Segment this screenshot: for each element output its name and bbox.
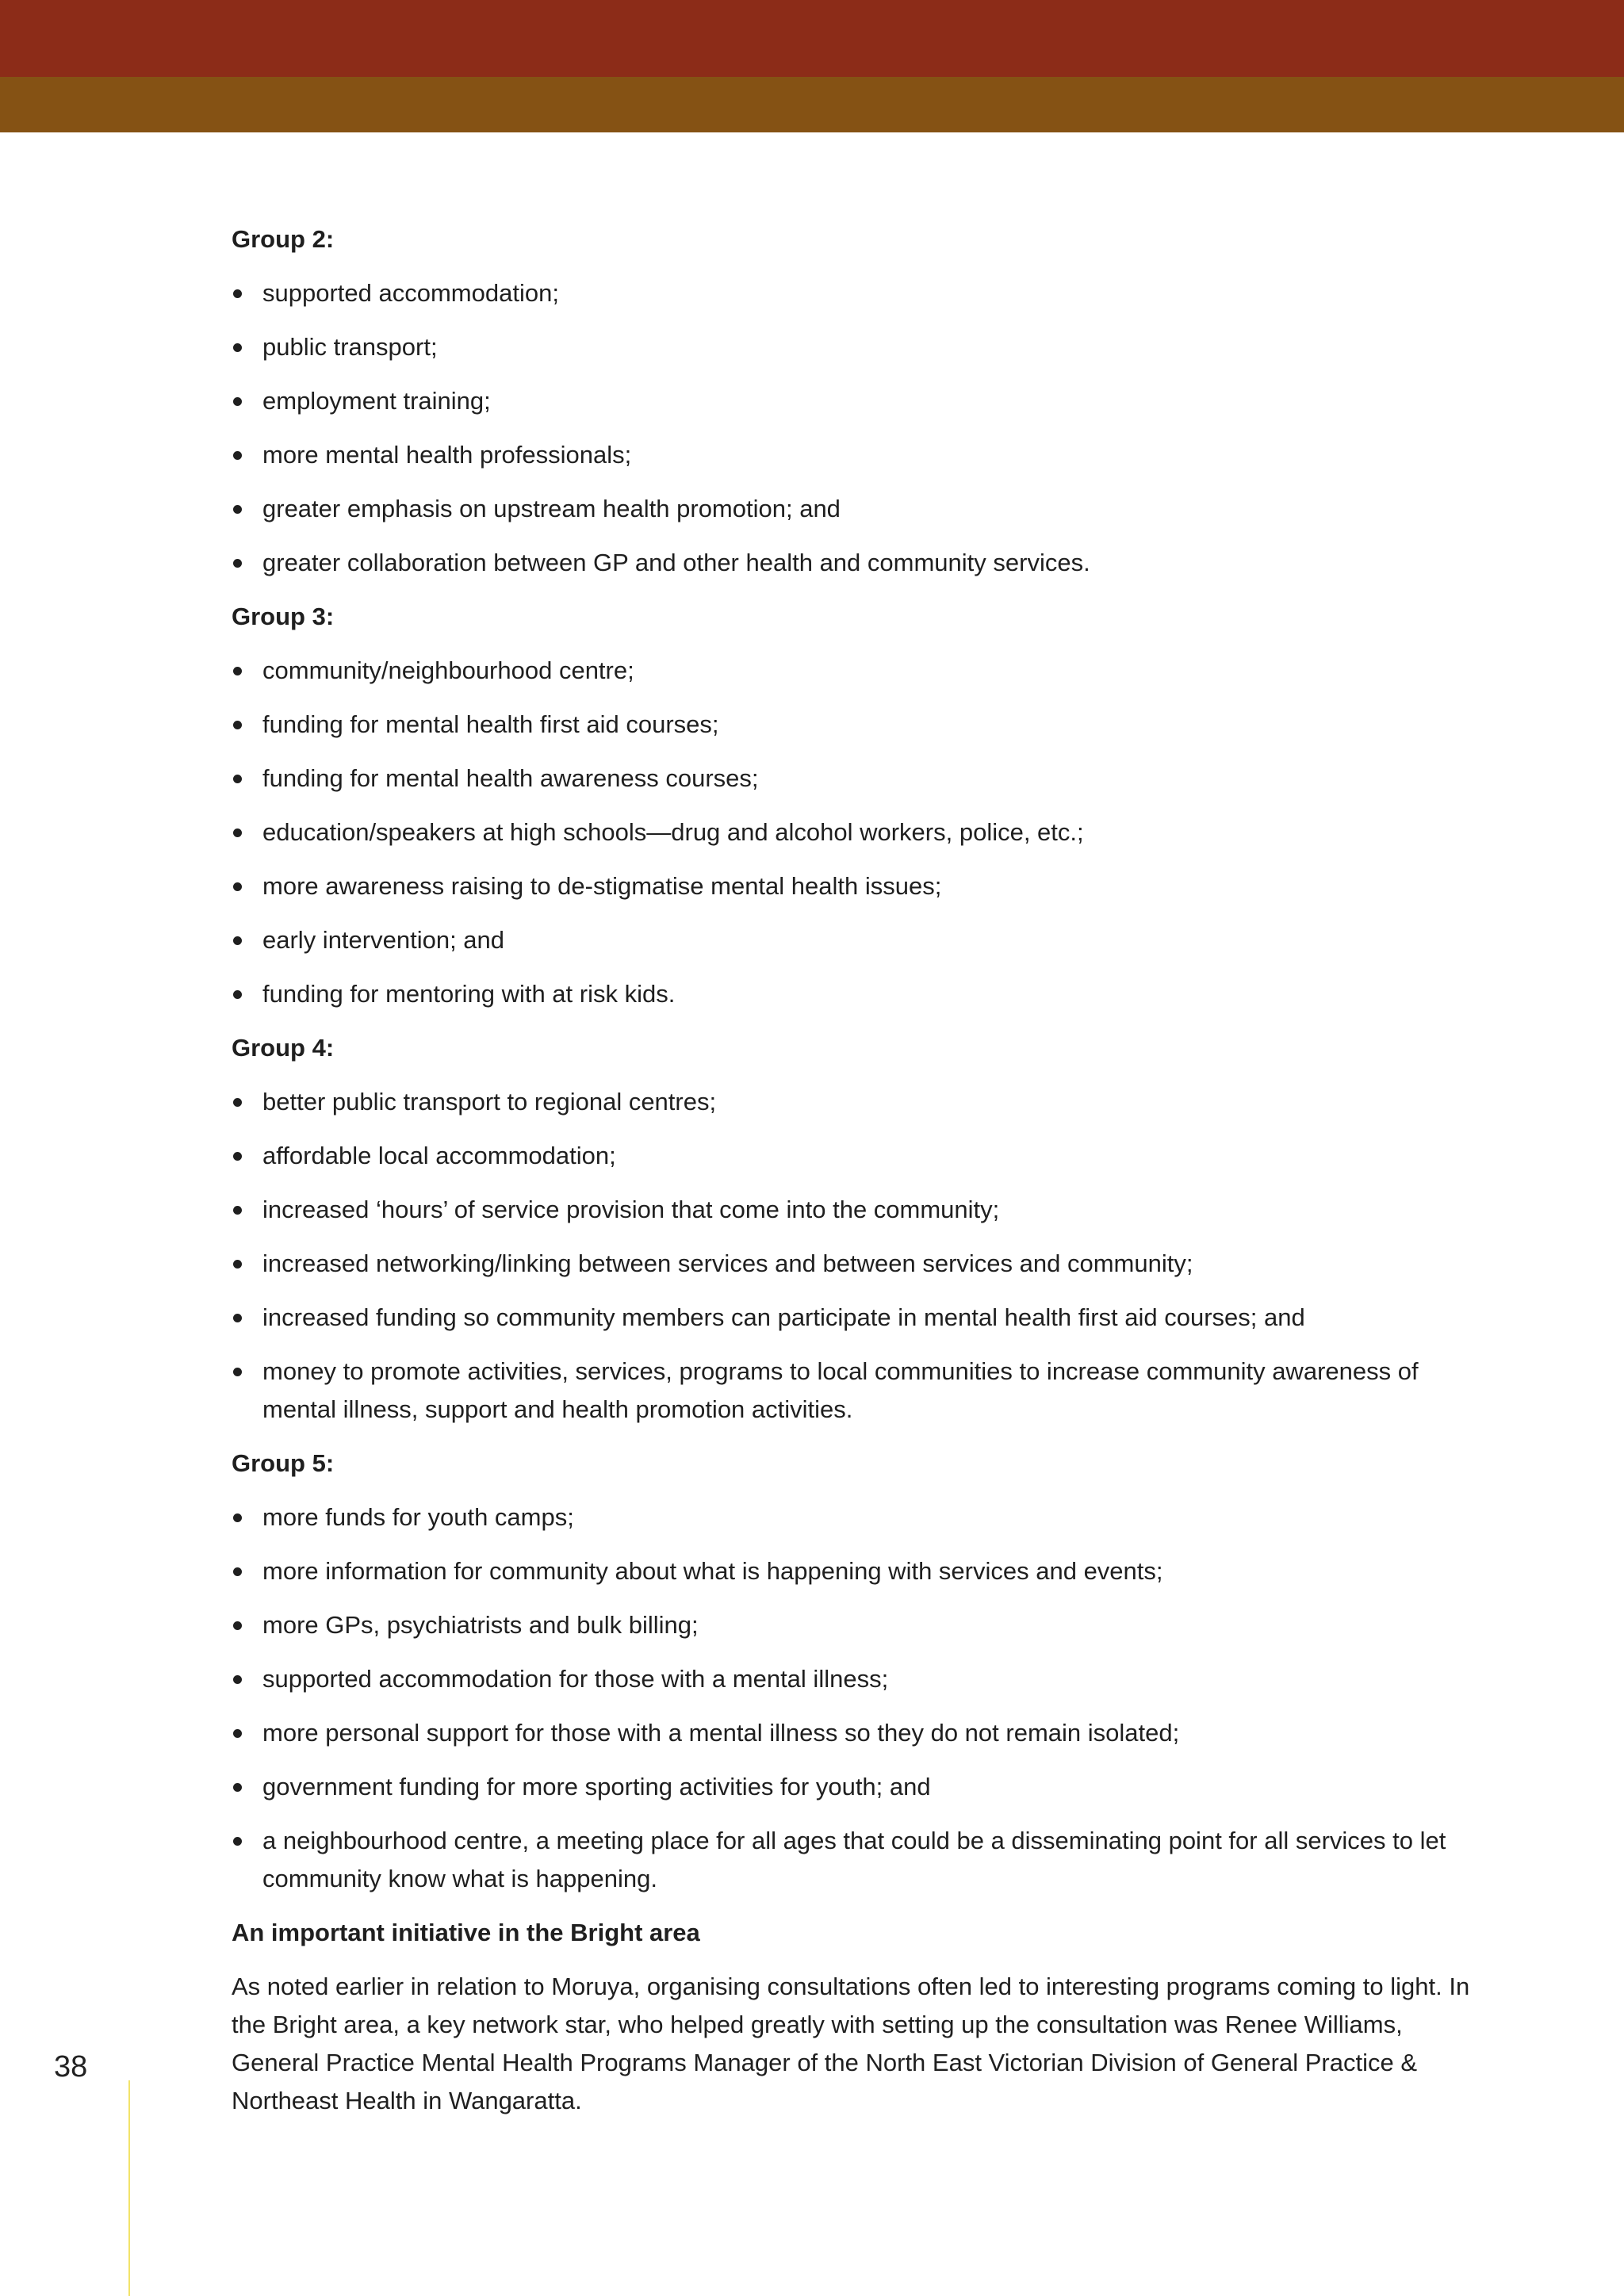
- list-item: more funds for youth camps;: [232, 1498, 1477, 1536]
- list-item: a neighbourhood centre, a meeting place for all ages that could be a disseminating point for all services to let community know what is happening.: [232, 1822, 1477, 1898]
- group-4-section: [232, 1029, 1477, 1429]
- group-2-heading: Group 2:: [232, 225, 335, 253]
- header-band-bottom: [0, 77, 1624, 132]
- list-item: funding for mental health awareness courses;: [232, 760, 1477, 798]
- group-2-list: [232, 274, 1477, 582]
- list-item: greater emphasis on upstream health promotion; and: [232, 490, 1477, 528]
- list-item: increased ‘hours’ of service provision that come into the community;: [232, 1191, 1477, 1229]
- list-item: more awareness raising to de-stigmatise mental health issues;: [232, 867, 1477, 905]
- group-3-section: [232, 598, 1477, 1013]
- list-item: affordable local accommodation;: [232, 1137, 1477, 1175]
- list-item: increased funding so community members can participate in mental health first aid courses; and: [232, 1299, 1477, 1337]
- list-item: supported accommodation;: [232, 274, 1477, 312]
- group-5-heading: Group 5:: [232, 1449, 335, 1477]
- list-item: greater collaboration between GP and other health and community services.: [232, 544, 1477, 582]
- list-item: funding for mental health first aid courses;: [232, 706, 1477, 744]
- list-item: more personal support for those with a mental illness so they do not remain isolated;: [232, 1714, 1477, 1752]
- header-band-top: [0, 0, 1624, 77]
- list-item: better public transport to regional centres;: [232, 1083, 1477, 1121]
- initiative-section: [232, 1914, 1477, 2120]
- group-2-section: [232, 220, 1477, 582]
- group-4-heading: Group 4:: [232, 1034, 335, 1062]
- initiative-heading: An important initiative in the Bright area: [232, 1919, 700, 1946]
- list-item: employment training;: [232, 382, 1477, 420]
- margin-rule: [128, 2080, 130, 2296]
- list-item: early intervention; and: [232, 921, 1477, 959]
- page-content: [232, 220, 1477, 2120]
- list-item: increased networking/linking between services and between services and community;: [232, 1245, 1477, 1283]
- list-item: supported accommodation for those with a mental illness;: [232, 1660, 1477, 1698]
- list-item: more information for community about what is happening with services and events;: [232, 1552, 1477, 1590]
- list-item: public transport;: [232, 328, 1477, 366]
- list-item: more GPs, psychiatrists and bulk billing;: [232, 1606, 1477, 1644]
- group-3-list: [232, 652, 1477, 1013]
- list-item: education/speakers at high schools—drug and alcohol workers, police, etc.;: [232, 813, 1477, 851]
- page-number: 38: [54, 2050, 88, 2084]
- group-3-heading: Group 3:: [232, 603, 335, 630]
- list-item: money to promote activities, services, programs to local communities to increase community awareness of mental illness, support and health promotion activities.: [232, 1353, 1477, 1429]
- list-item: funding for mentoring with at risk kids.: [232, 975, 1477, 1013]
- list-item: community/neighbourhood centre;: [232, 652, 1477, 690]
- group-5-list: [232, 1498, 1477, 1898]
- list-item: more mental health professionals;: [232, 436, 1477, 474]
- group-5-section: [232, 1445, 1477, 1898]
- initiative-paragraph: As noted earlier in relation to Moruya, organising consultations often led to interesting programs coming to light. In the Bright area, a key network star, who helped greatly with setting up the consultation was Renee Williams, General Practice Mental Health Programs Manager of the North East Victorian Division of General Practice & Northeast Health in Wangaratta.: [232, 1973, 1470, 2114]
- group-4-list: [232, 1083, 1477, 1429]
- list-item: government funding for more sporting activities for youth; and: [232, 1768, 1477, 1806]
